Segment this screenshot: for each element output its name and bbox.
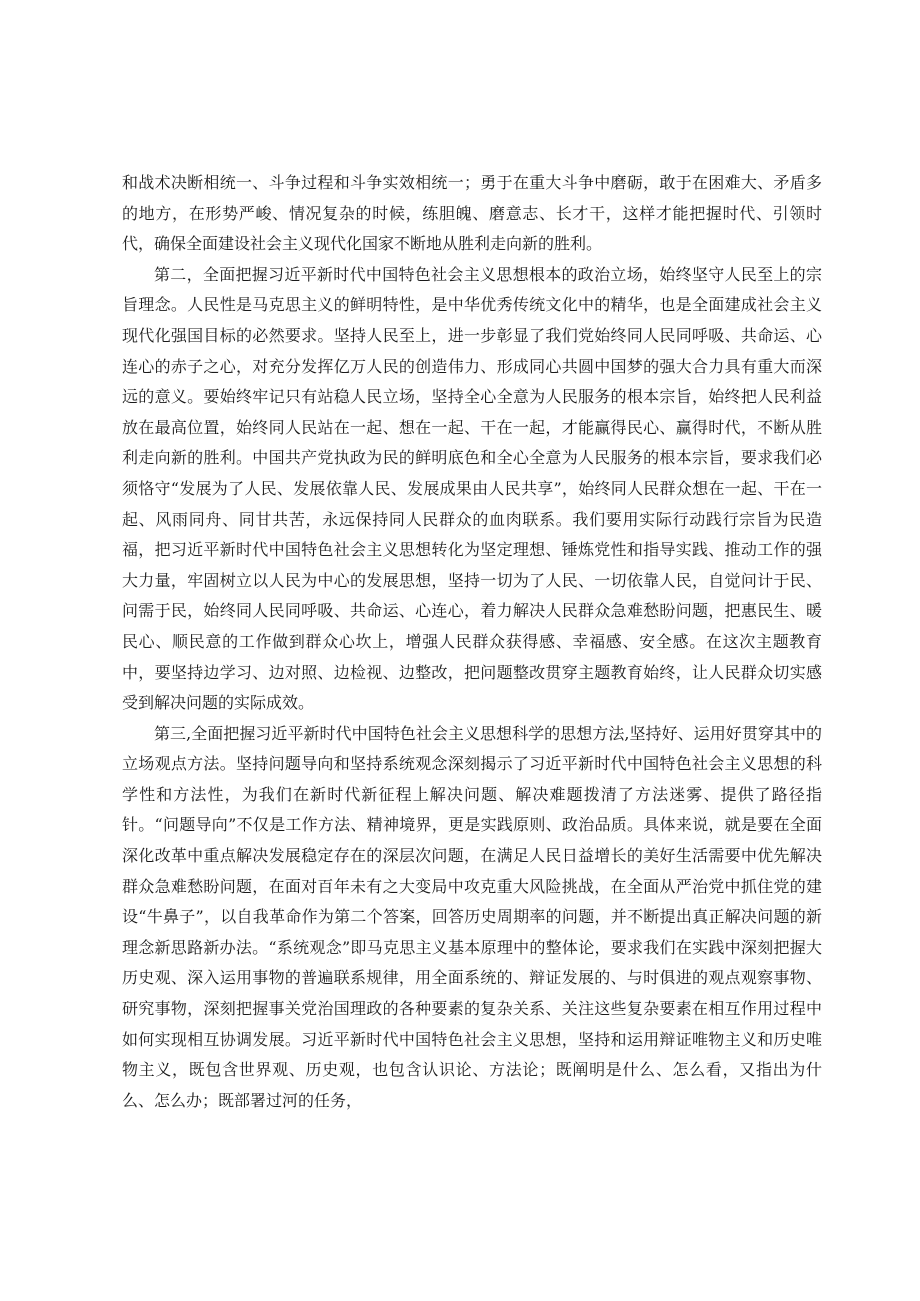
paragraph-continuation: 和战术决断相统一、斗争过程和斗争实效相统一；勇于在重大斗争中磨砺，敢于在困难大、矛盾多的地方，在形势严峻、情况复杂的时候，练胆魄、磨意志、长才干，这样才能把握时代、引领时代，确保全面建设社会主义现代化国家不断地从胜利走向新的胜利。 [122,173,822,254]
paragraph-third-point: 第三,全面把握习近平新时代中国特色社会主义思想科学的思想方法,坚持好、运用好贯穿其中的立场观点方法。坚持问题导向和坚持系统观念深刻揭示了习近平新时代中国特色社会主义思想的科学性和方法性，为我们在新时代新征程上解决问题、解决难题拨清了方法迷雾、提供了路径指针。“问题导向”不仅是工作方法、精神境界，更是实践原则、政治品质。具体来说，就是要在全面深化改革中重点解决发展稳定存在的深层次问题，在满足人民日益增长的美好生活需要中优先解决群众急难愁盼问题，在面对百年未有之大变局中攻克重大风险挑战，在全面从严治党中抓住党的建设“牛鼻子”，以自我革命作为第二个答案，回答历史周期率的问题，并不断提出真正解决问题的新理念新思路新办法。“系统观念”即马克思主义基本原理中的整体论，要求我们在实践中深刻把握大历史观、深入运用事物的普遍联系规律，用全面系统的、辩证发展的、与时俱进的观点观察事物、研究事物，深刻把握事关党治国理政的各种要素的复杂关系、关注这些复杂要素在相互作用过程中如何实现相互协调发展。习近平新时代中国特色社会主义思想，坚持和运用辩证唯物主义和历史唯物主义，既包含世界观、历史观，也包含认识论、方法论；既阐明是什么、怎么看，又指出为什么、怎么办；既部署过河的任务， [122,723,822,1110]
document-body [122,168,822,1116]
paragraph-second-point: 第二，全面把握习近平新时代中国特色社会主义思想根本的政治立场，始终坚守人民至上的宗旨理念。人民性是马克思主义的鲜明特性，是中华优秀传统文化中的精华，也是全面建成社会主义现代化强国目标的必然要求。坚持人民至上，进一步彰显了我们党始终同人民同呼吸、共命运、心连心的赤子之心，对充分发挥亿万人民的创造伟力、形成同心共圆中国梦的强大合力具有重大而深远的意义。要始终牢记只有站稳人民立场，坚持全心全意为人民服务的根本宗旨，始终把人民利益放在最高位置，始终同人民站在一起、想在一起、干在一起，才能赢得民心、赢得时代，不断从胜利走向新的胜利。中国共产党执政为民的鲜明底色和全心全意为人民服务的根本宗旨，要求我们必须恪守“发展为了人民、发展依靠人民、发展成果由人民共享”，始终同人民群众想在一起、干在一起、风雨同舟、同甘共苦，永远保持同人民群众的血肉联系。我们要用实际行动践行宗旨为民造福，把习近平新时代中国特色社会主义思想转化为坚定理想、锤炼党性和指导实践、推动工作的强大力量，牢固树立以人民为中心的发展思想，坚持一切为了人民、一切依靠人民，自觉问计于民、问需于民，始终同人民同呼吸、共命运、心连心，着力解决人民群众急难愁盼问题，把惠民生、暖民心、顺民意的工作做到群众心坎上，增强人民群众获得感、幸福感、安全感。在这次主题教育中，要坚持边学习、边对照、边检视、边整改，把问题整改贯穿主题教育始终，让人民群众切实感受到解决问题的实际成效。 [122,264,822,713]
